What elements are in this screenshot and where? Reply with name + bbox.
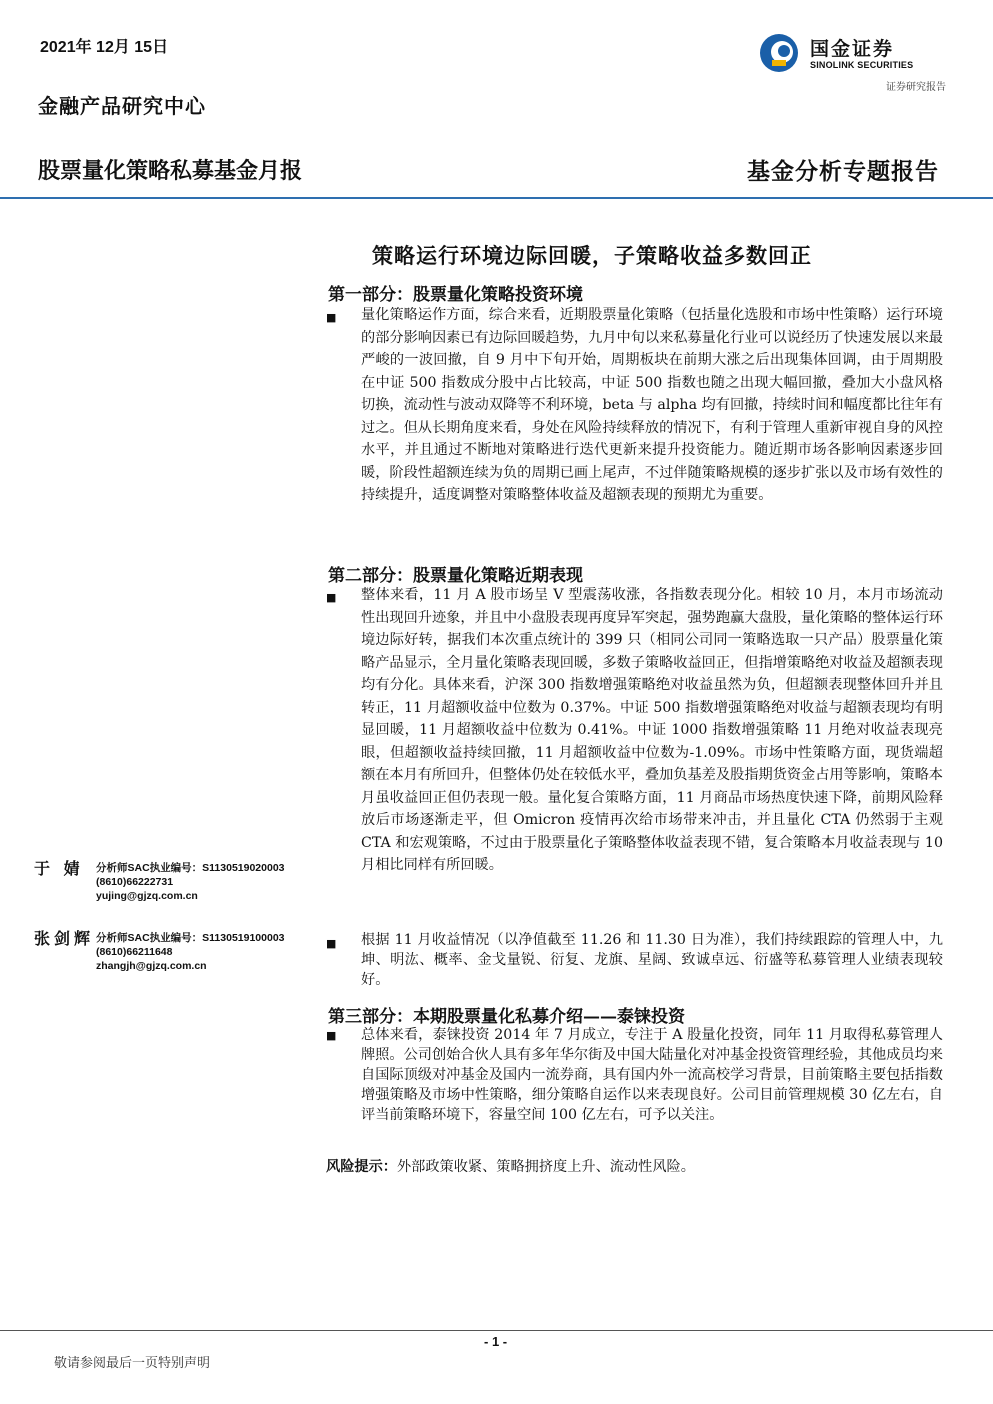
- section-title: 第一部分：股票量化策略投资环境: [328, 285, 583, 305]
- risk-warning: [326, 1156, 695, 1176]
- risk-label: 风险提示：: [326, 1159, 397, 1175]
- section-paragraph: 整体来看，11 月 A 股市场呈 V 型震荡收涨，各指数表现分化。相较 10 月，本月市场流动性出现回升迹象，并且中小盘股表现再度异军突起，强势跑赢大盘股，量化策略的整体运行环境边际好转，据我们本次重点统计的 399 只（相同公司同一策略选取一只产品）股票量化策略产品显示，全月量化策略表现回暖，多数子策略收益回正，但指增策略绝对收益及超额表现均有分化。具体来看，沪深 300 指数增强策略绝对收益虽然为负，但超额表现整体回升并且转正，11 月超额收益中位数为 0.37%。中证 500 指数增强策略绝对收益与超额表现均有明显回暖，11 月超额收益中位数为 0.41%。中证 1000 指数增强策略 11 月绝对收益表现亮眼，但超额收益持续回撤，11 月超额收益中位数为-1.09%。市场中性策略方面，现货端超额在本月有所回升，但整体仍处在较低水平，叠加负基差及股指期货资金占用等影响，策略本月虽收益回正但仍表现一般。量化复合策略方面，11 月商品市场热度快速下降，前期风险释放后市场逐渐走平，但 Omicron 疫情再次给市场带来冲击，并且量化 CTA 仍然弱于主观 CTA 和宏观策略，不过由于股票量化子策略整体收益表现不错，复合策略本月收益表现与 10 月相比同样有所回暖。: [361, 587, 943, 873]
- logo-mark-icon: [758, 32, 800, 74]
- company-logo: [758, 30, 948, 100]
- analyst-email[interactable]: yujing@gjzq.com.cn: [96, 890, 198, 902]
- research-center-label: 金融产品研究中心: [38, 94, 206, 118]
- headline: 策略运行环境边际回暖，子策略收益多数回正: [372, 243, 812, 268]
- analyst-name: 张剑辉: [34, 929, 95, 948]
- bullet-icon: ■: [326, 937, 337, 950]
- bullet-icon: ■: [326, 1029, 337, 1042]
- footer-divider: [0, 1330, 993, 1331]
- disclaimer-note: 敬请参阅最后一页特别声明: [54, 1356, 211, 1371]
- logo-name-en: SINOLINK SECURITIES: [810, 60, 914, 70]
- bullet-icon: ■: [326, 311, 337, 324]
- analyst-contact: [96, 861, 285, 903]
- header-divider: [0, 197, 993, 199]
- report-date: 2021年 12月 15日: [40, 39, 169, 56]
- analyst-contact: [96, 931, 285, 973]
- analyst-phone: (8610)66211648: [96, 946, 173, 958]
- logo-subtitle: 证券研究报告: [886, 82, 946, 93]
- analyst-cert: 分析师SAC执业编号：S1130519020003: [96, 862, 285, 874]
- analyst-email[interactable]: zhangjh@gjzq.com.cn: [96, 960, 207, 972]
- analyst-cert: 分析师SAC执业编号：S1130519100003: [96, 932, 285, 944]
- section-title: 第三部分：本期股票量化私募介绍——泰铼投资: [328, 1007, 685, 1027]
- risk-text: 外部政策收紧、策略拥挤度上升、流动性风险。: [396, 1159, 695, 1175]
- analyst-name: 于 婧: [34, 859, 84, 878]
- section-title: 第二部分：股票量化策略近期表现: [328, 566, 583, 586]
- section-paragraph: 根据 11 月收益情况（以净值截至 11.26 和 11.30 日为准），我们持续跟踪的管理人中，九坤、明汯、概率、金戈量锐、衍复、龙旗、星阔、致诚卓远、衍盛等私募管理人业绩表现较好。: [361, 932, 943, 988]
- analyst-phone: (8610)66222731: [96, 876, 174, 888]
- logo-name-cn: 国金证券: [810, 39, 895, 60]
- page-number: - 1 -: [484, 1334, 508, 1349]
- report-title: 股票量化策略私募基金月报: [38, 158, 303, 183]
- report-type: 基金分析专题报告: [747, 158, 939, 185]
- section-paragraph: 量化策略运作方面，综合来看，近期股票量化策略（包括量化选股和市场中性策略）运行环境的部分影响因素已有边际回暖趋势，九月中旬以来私募量化行业可以说经历了快速发展以来最严峻的一波回撤，自 9 月中下旬开始，周期板块在前期大涨之后出现集体回调，由于周期股在中证 500 指数成分股中占比较高，中证 500 指数也随之出现大幅回撤，叠加大小盘风格切换，流动性与波动双降等不利环境，beta 与 alpha 均有回撤，持续时间和幅度都比往年有过之。但从长期角度来看，身处在风险持续释放的情况下，有利于管理人重新审视自身的风控水平，并且通过不断地对策略进行迭代更新来提升投资能力。随近期市场各影响因素逐步回暖，阶段性超额连续为负的周期已画上尾声，不过伴随策略规模的逐步扩张以及市场有效性的持续提升，适度调整对策略整体收益及超额表现的预期尤为重要。: [361, 307, 943, 503]
- bullet-icon: ■: [326, 591, 337, 604]
- section-paragraph: 总体来看，泰铼投资 2014 年 7 月成立，专注于 A 股量化投资，同年 11 月取得私募管理人牌照。公司创始合伙人具有多年华尔街及中国大陆量化对冲基金投资管理经验，其他成员均来自国际顶级对冲基金及国内一流券商，具有国内外一流高校学习背景，目前策略主要包括指数增强策略及市场中性策略，细分策略自运作以来表现良好。公司目前管理规模 30 亿左右，自评当前策略环境下，容量空间 100 亿左右，可予以关注。: [361, 1027, 943, 1123]
